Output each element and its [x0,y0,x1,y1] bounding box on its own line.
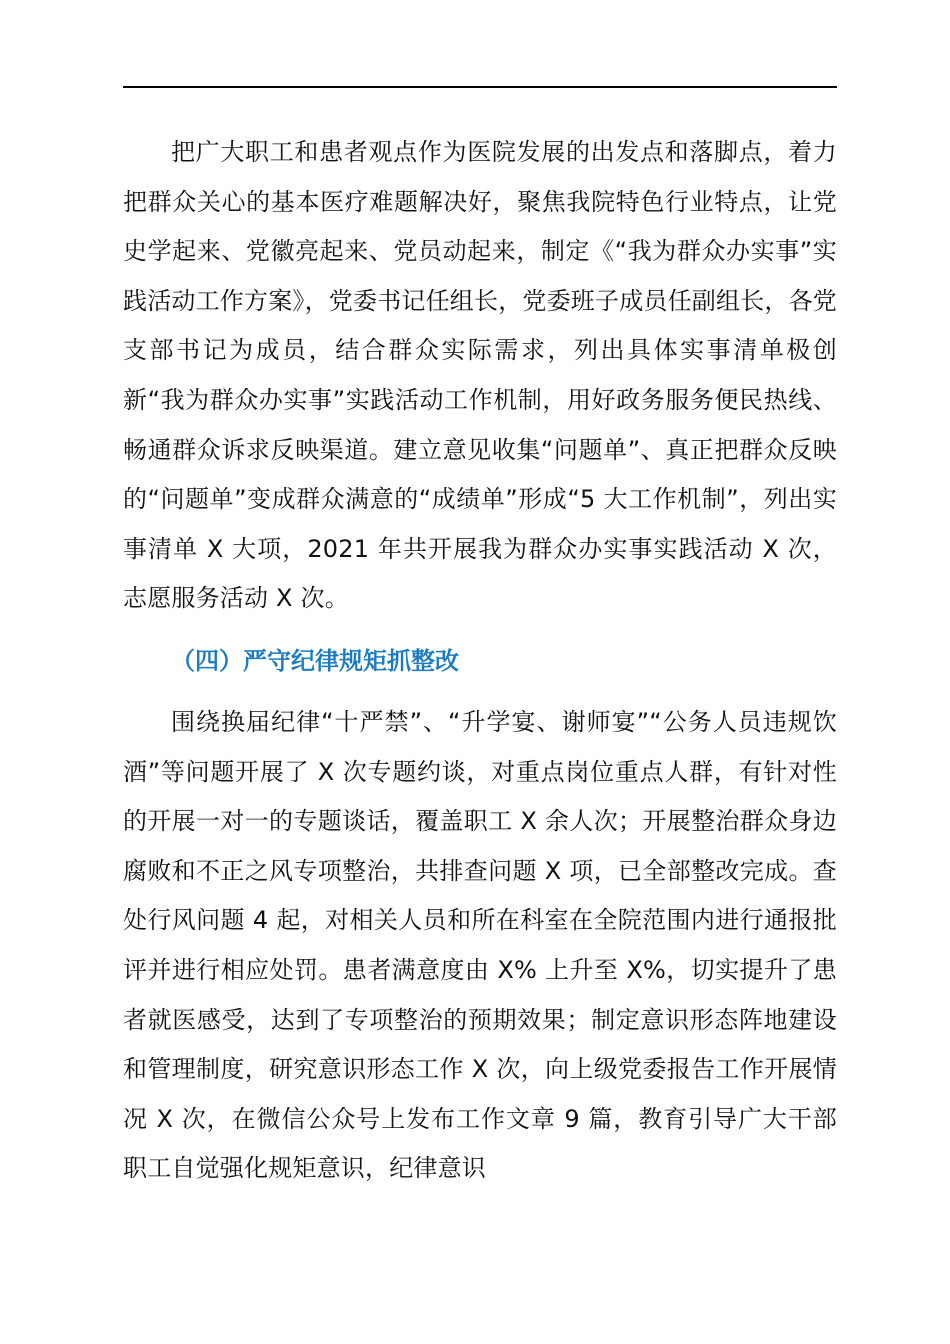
document-body [123,128,837,1194]
paragraph-discipline-rectification: 围绕换届纪律“十严禁”、“升学宴、谢师宴”“公务人员违规饮酒”等问题开展了 X 次专题约谈，对重点岗位重点人群，有针对性的开展一对一的专题谈话，覆盖职工 X 余人次；开展整治群众身边腐败和不正之风专项整治，共排查问题 X 项，已全部整改完成。查处行风问题 4 起，对相关人员和所在科室在全院范围内进行通报批评并进行相应处罚。患者满意度由 X% 上升至 X%，切实提升了患者就医感受，达到了专项整治的预期效果；制定意识形态阵地建设和管理制度，研究意识形态工作 X 次，向上级党委报告工作开展情况 X 次，在微信公众号上发布工作文章 9 篇，教育引导广大干部职工自觉强化规矩意识，纪律意识 [123,707,837,1183]
section-heading: （四）严守纪律规矩抓整改 [171,646,459,675]
paragraph-party-history-practice: 把广大职工和患者观点作为医院发展的出发点和落脚点，着力把群众关心的基本医疗难题解决好，聚焦我院特色行业特点，让党史学起来、党徽亮起来、党员动起来，制定《“我为群众办实事”实践活动工作方案》，党委书记任组长，党委班子成员任副组长，各党支部书记为成员，结合群众实际需求，列出具体实事清单极创新“我为群众办实事”实践活动工作机制，用好政务服务便民热线、畅通群众诉求反映渠道。建立意见收集“问题单”、真正把群众反映的“问题单”变成群众满意的“成绩单”形成“5 大工作机制”，列出实事清单 X 大项，2021 年共开展我为群众办实事实践活动 X 次，志愿服务活动 X 次。 [123,138,837,613]
header-rule [123,86,837,88]
